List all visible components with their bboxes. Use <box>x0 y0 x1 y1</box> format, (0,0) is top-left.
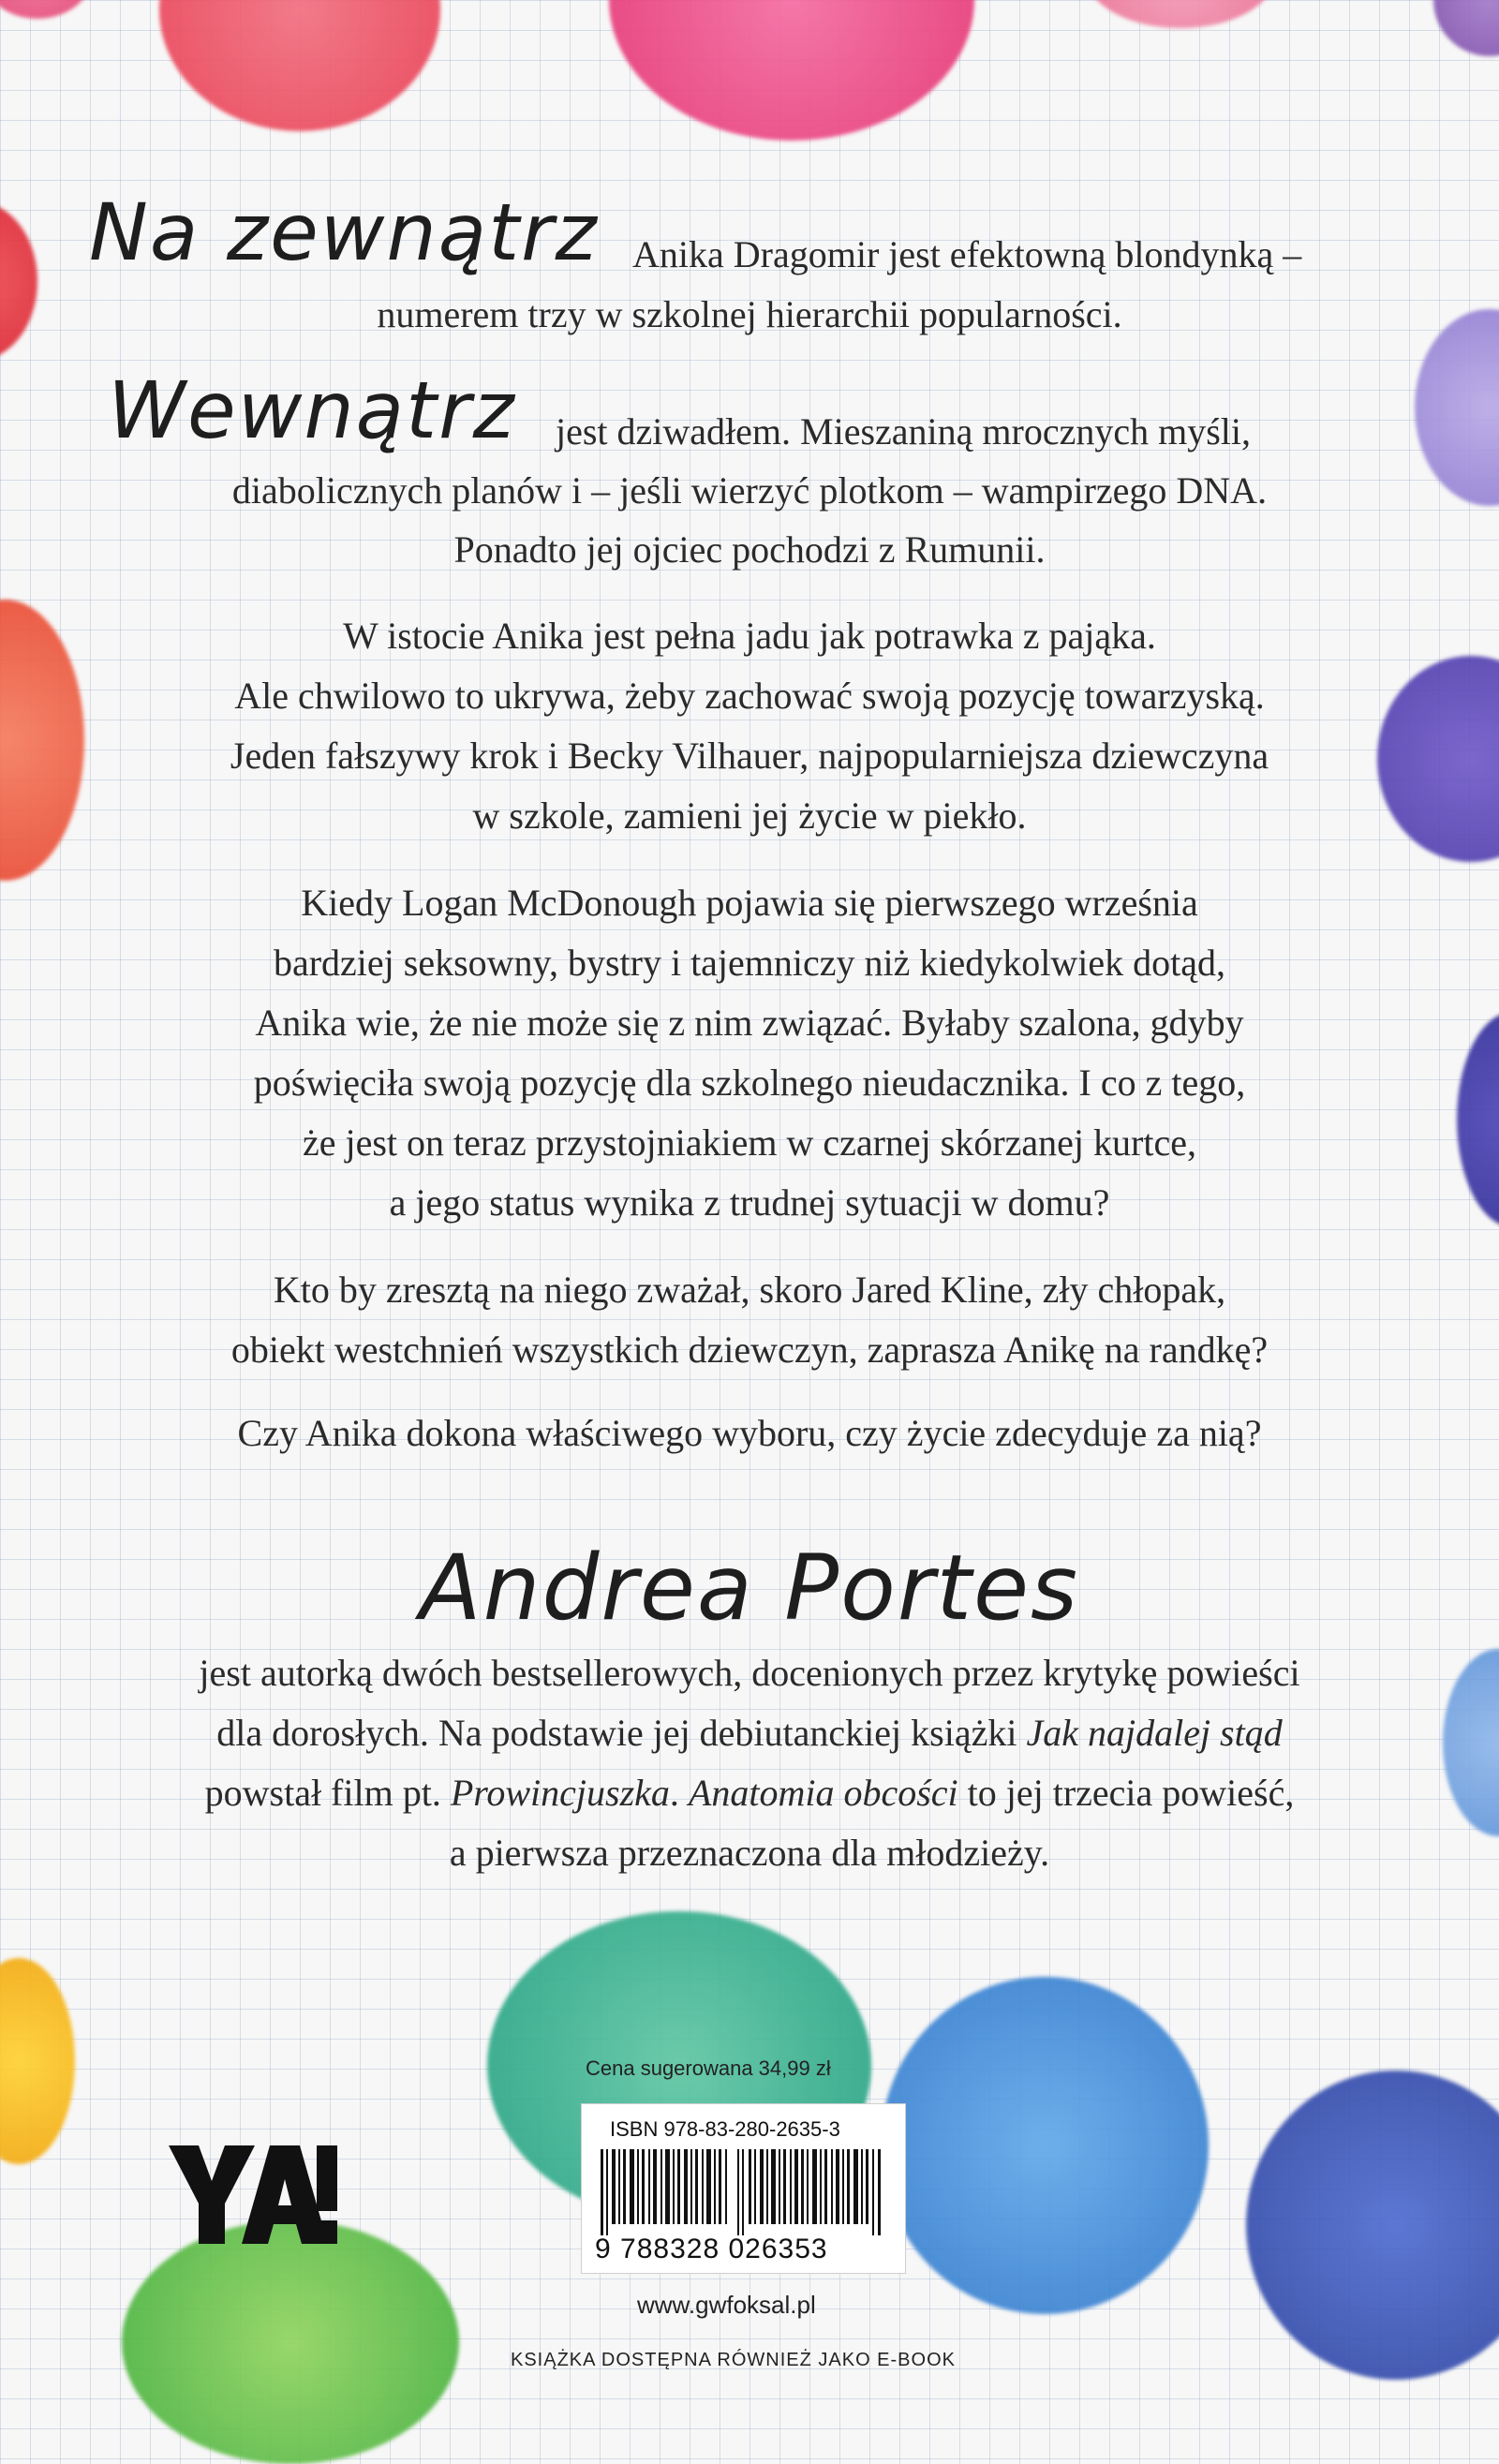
film-title-prowincjuszka: Prowincjuszka <box>450 1772 670 1814</box>
bio-line3-text-b: to jej trzecia powieść, <box>957 1772 1295 1814</box>
bio-line2 <box>0 1711 1499 1756</box>
book-title-jak-najdalej-stad: Jak najdalej stąd <box>1026 1712 1283 1754</box>
p4-line1: Kiedy Logan McDonough pojawia się pierwszego września <box>301 882 1198 924</box>
p1-line1: Anika Dragomir jest efektowną blondynką – <box>632 233 1302 275</box>
p5-line1: Kto by zresztą na niego zważał, skoro Jared Kline, zły chłopak, <box>273 1269 1226 1311</box>
p3-line4: w szkole, zamieni jej życie w piekło. <box>472 794 1027 837</box>
ebook-availability-note: KSIĄŻKA DOSTĘPNA RÓWNIEŻ JAKO E-BOOK <box>511 2350 956 2370</box>
publisher-website: www.gwfoksal.pl <box>637 2291 816 2319</box>
p3-line3: Jeden fałszywy krok i Becky Vilhauer, najpopularniejsza dziewczyna <box>230 735 1269 777</box>
p2-line3: Ponadto jej ojciec pochodzi z Rumunii. <box>453 528 1046 571</box>
author-name: Andrea Portes <box>419 1536 1080 1640</box>
isbn-number: ISBN 978-83-280-2635-3 <box>610 2117 840 2141</box>
p2-line2: diabolicznych planów i – jeśli wierzyć plotkom – wampirzego DNA. <box>231 469 1268 512</box>
barcode-panel <box>581 2103 906 2274</box>
ean-digits: 9 788328 026353 <box>595 2234 828 2264</box>
suggested-price: Cena sugerowana 34,99 zł <box>586 2056 831 2080</box>
book-title-anatomia-obcosci: Anatomia obcości <box>688 1772 958 1814</box>
p4-line5: że jest on teraz przystojniakiem w czarnej skórzanej kurtce, <box>302 1121 1196 1164</box>
bio-line4: a pierwsza przeznaczona dla młodzieży. <box>449 1832 1050 1874</box>
bio-line3 <box>0 1771 1499 1816</box>
heading-na-zewnatrz: Na zewnątrz <box>89 186 599 278</box>
p5-line2: obiekt westchnień wszystkich dziewczyn, zaprasza Anikę na randkę? <box>230 1328 1269 1371</box>
p2-line1: jest dziwadłem. Mieszaniną mrocznych myśli, <box>556 410 1252 453</box>
bio-line2-text: dla dorosłych. Na podstawie jej debiutanckiej książki <box>216 1712 1027 1754</box>
bio-line3-text-a: powstał film pt. <box>204 1772 451 1814</box>
p4-line3: Anika wie, że nie może się z nim związać. Byłaby szalona, gdyby <box>255 1002 1244 1044</box>
barcode-icon <box>601 2149 886 2235</box>
p3-line1: W istocie Anika jest pełna jadu jak potrawka z pająka. <box>343 615 1156 657</box>
p4-line2: bardziej seksowny, bystry i tajemniczy niż kiedykolwiek dotąd, <box>273 942 1226 984</box>
p1-line2: numerem trzy w szkolnej hierarchii popularności. <box>377 293 1122 335</box>
heading-wewnatrz: Wewnątrz <box>108 364 516 456</box>
p4-line6: a jego status wynika z trudnej sytuacji w domu? <box>389 1181 1110 1224</box>
publisher-logo-ya <box>169 2145 342 2244</box>
p3-line2: Ale chwilowo to ukrywa, żeby zachować swoją pozycję towarzyską. <box>234 675 1265 717</box>
bio-line3-separator: . <box>669 1772 689 1814</box>
p4-line4: poświęciła swoją pozycję dla szkolnego nieudacznika. I co z tego, <box>253 1061 1246 1104</box>
bio-line1: jest autorką dwóch bestsellerowych, docenionych przez krytykę powieści <box>199 1652 1300 1694</box>
p6-line1: Czy Anika dokona właściwego wyboru, czy życie zdecyduje za nią? <box>237 1412 1262 1454</box>
